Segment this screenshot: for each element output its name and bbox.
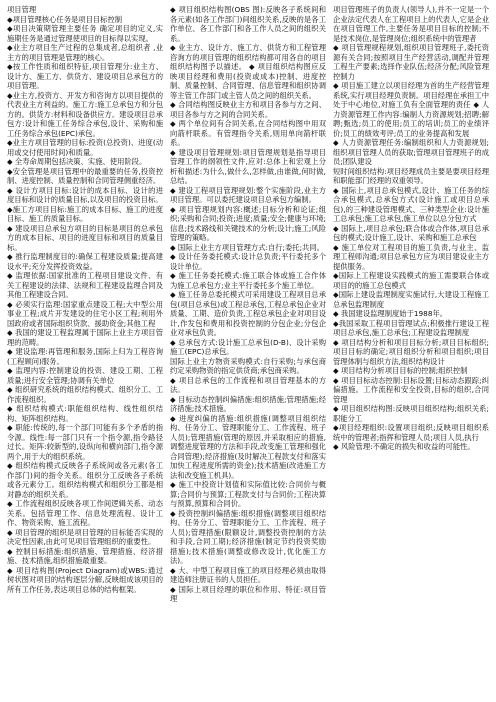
paragraph: ◆ 设计任务委托模式:设计总负责;平行委托多个设计单位。 [170, 252, 326, 271]
paragraph: ◆ 设计方项目目标:设计的成本目标、设计的进度目标和设计的质量目标,以及项目的投资目标。 [7, 185, 163, 204]
text-column-3 [333, 5, 489, 697]
paragraph: ◆ 项目组织结构图(OBS 图):反映各子系统间和各元素(如各工作部门)间组织关系,反映的是各工作单位、各工作部门和各工作人员之间的组织关系。 [170, 5, 326, 43]
paragraph: ◆ 施工任务总委托模式可采用建设工程项目总承包(项目总承包)或工程总承包,工程总承包企业对质量、工期、造价负责,工程总承包企业对项目设计,作发包和费用和投资控制的分包企业;分包企业对承包负责。 [170, 290, 326, 337]
paragraph: ◆ 大、中型工程项目施工的项目经理必须由取得建造师注册证书的人员担任。 [170, 565, 326, 584]
paragraph: ◆我国采取工程项目管理试点;积极推行建设工程项目总承包,施工总承包;工程建设监理制度 [333, 318, 489, 337]
paragraph: ◆ 我国建设监理制度始于1988年。 [333, 309, 448, 318]
paragraph: ◆ 我国的建设工程监理属于国际上业主方项目管理的范畴。 [7, 328, 163, 347]
paragraph: ◆ 风险管理:不确定的损失和收益的可能性。 [333, 442, 475, 451]
paragraph: ◆施工方项目目标:施工的成本目标、施工的进度目标、施工的质量目标。 [7, 204, 163, 223]
paragraph: ◆ 项目结构分析项目目标的控制;组织控制 [333, 366, 468, 375]
paragraph: ◆按工作性质和组织特征,项目管理分:业主方、设计方、施工方、供货方、建设项目总承包方的项目管理。 [7, 62, 163, 90]
paragraph: ◆ 建设项目管理规划:项目管理规划是指导项目管理工作的纲领性文件,应对:总体上和宏观上分析和描述:为什么,做什么,怎样做,由谁做,何时做,总结。 [170, 147, 326, 185]
paragraph: ◆ 合同结构图反映业主方和项目各参与方之间、项目各参与方之间的合同关系。 [170, 100, 326, 119]
paragraph: ◆ 项目目标动态控制:目标设置;目标动态跟踪;纠偏措施。工作流程和安全投资,目标的组织,合同管理 [333, 375, 489, 404]
paragraph: ◆ 人力资源管理任务:编制组织和人力资源规划;组织项目管理人员的获取;管理项目管理班子的成员;团队建设 [333, 138, 489, 166]
paragraph: ◆ 国际上项目经理的职位和作用、特征:项目管理 [170, 584, 326, 603]
paragraph: 项目管理班子的负责人(领导人),并不一定是一个企业法定代表人在工程项目上的代表人,它是企业在项目管理工作,主要任务是项目目标的控制;不是技术岗位,是管理岗位;组织系统中的管理者 [333, 5, 489, 43]
paragraph: ◆安全管理是项目管理中的最重要的任务,投资控制、进度控制、质量控制和合同管理侧重经济。 [7, 166, 163, 185]
text-column-2 [170, 5, 326, 697]
paragraph: ◆ 推行监理制度目的:确保工程建设质量;提高建设水平;充分发挥投资效益。 [7, 252, 163, 271]
paragraph: ◆ 全寿命周期包括决策、实施、使用阶段。 [7, 157, 147, 166]
paragraph: ◆ 项目组织结构图:反映项目组织结构;组织关系;职能分工 [333, 404, 489, 423]
paragraph: ◆ 投资控制纠偏措施:组织措施(调整项目组织结构、任务分工、管理职能分工、工作流程、班子人员);管理措施(限额设计,调整投资控制的方法和手段,合同工期);经济措施(制定节约投资奖励措施);技术措施(调整或修改设计,优化施工方法)。 [170, 508, 326, 565]
paragraph: ◆ 进度纠偏的措施:组织措施(调整项目组织结构、任务分工、管理职能分工、工作流程、班子人员);管理措施(管理的原因,并采取相应的措施,调整进度管理的方法和手段,改变施工管理和强化合同管理);经济措施(及时解决工程款支付和落实加快工程进度所需的资金);技术措施(改进施工方法和改变施工机具)。 [170, 413, 326, 480]
paragraph: ◆ 国际上,项目总承包模式,设计、施工任务的综合承包模式,总承包方式(设计施工或项目总承包),的三种建设管理模式、三种类型企业:设计施工总承包;施工总承包,施工单位以总分包方式 [333, 185, 489, 223]
paragraph: ◆ 总承包方式:设计施工总承包(D-B)、设计采购施工(EPC)总承包。 [170, 337, 326, 356]
paragraph: ◆ 项目施工建立以项目经理为首的生产经营管理系统,实行项目经理负责制。项目经理在承担工中处于中心地位,对施工负有全面管理的责任 ◆ 人力资源管理工作内容:编制人力资源规划;招聘;解聘;甄选;员工的使用;员工的培训;员工的业绩评价;员工的绩效考评;员工的业务提高和发展 [333, 81, 489, 138]
paragraph: ◆ 国际上业主方项目管理方式:自行;委托;共同。 [170, 242, 324, 252]
paragraph: ◆ 业主方、设计方、施工方、供货方和工程管理咨询方的项目管理的组织结构都可用各自的项目组织结构图予以描述。 ◆ 项目组织结构图应反映项目经理和费用(投资或成本)控制、进度控制、质量控制、合同管理、信息管理和组织协调等主管工作部门或主管人员之间的组织关系。 [170, 43, 326, 100]
paragraph: ◆ 国际上,项目总承包;联合体或合作体,项目总承包的模式;设计施工,设计、采购和施工总承包 [333, 223, 489, 242]
paragraph: ◆国际上建设监理制度实施试行,大建设工程施工总承包监理制度 [333, 290, 489, 309]
paragraph: ◆ 项目管理的组织是项目管理的目标能否实现的决定性因素,由此可见项目管理组织的重要性。 [7, 527, 163, 546]
paragraph: ◆业主方,投资方、开发方和咨询方以项目提供的代表业主方利益的。施工方:施工总承包方和分包方的。供货方:材料和设备供应方。建设项目总承包方:设计和施工任务综合承包,设计、采购和施工任务综合承包(EPC)承包。 [7, 90, 163, 138]
paragraph: ◆业主方项目管理的目标:投资(总投资)、进度(动用或交付使用时间)和质量。 [7, 138, 163, 157]
paragraph: ◆ 建设监理:再管理和服务,国际上归为工程咨询(工程顾问)服务。 [7, 347, 163, 366]
paragraph: ◆项目经理组织:设置项目组织;反映项目组织系统中的管理者;指挥和管理人员;项目人员,执行 [333, 423, 489, 442]
paragraph: 国际上业主方物资采购模式:自行采购;与承包商约定采购物资的指定供货商;承包商采购。 [170, 356, 326, 375]
text-column-1 [7, 5, 163, 697]
paragraph: ◆ 目标动态控制纠偏措施:组织措施;管理措施;经济措施;技术措施。 [170, 394, 326, 413]
paragraph: ◆ 组织结构模式反映各子系统间或各元素(各工作部门)间的指令关系。组织分工反映各子系统或各元素分工。组织结构模式和组织分工都是相对静态的组织关系。 [7, 461, 163, 499]
paragraph: ◆ 监理内容:控制建设的投资、建设工期、工程质量;进行安全管理;协调有关单位 [7, 366, 163, 385]
paragraph: ◆ 建设项目总承包方项目的目标是项目的总承包方的成本目标、项目的进度目标和项目的质量目标。 [7, 223, 163, 252]
paragraph: ◆ 项目管理规划内容:概述;目标分析和论证;组织;采购和合同;投资;进度;质量;安全;健康与环境;信息;技术路线和关键技术的分析;设计;施工;风险管理的策略。 [170, 204, 326, 242]
paragraph: 短时间组织结构:项目经理成员主要是要项目经理和职能部门经理的双重领导。 [333, 166, 489, 185]
paragraph: ◆业主方项目生产过程的总集成者,总组织者 ,业主方的项目管理是管理的核心。 [7, 43, 163, 62]
paragraph: ◆ 建设工程项目管理规划:整个实施阶段,业主方项目管理。可以委托建设项目总承包方编制。 [170, 185, 326, 204]
paragraph: ◆ 两个单位间有合同关系,在合同结构图中用双向箭杆联系。有管理指令关系,则用单向箭杆联系。 [170, 119, 326, 147]
paragraph: ◆ 组织研究系统的组织结构模式、组织分工、工作流程组织。 [7, 385, 163, 404]
paragraph: ◆ 项目管理规程规划,组织项目管理班子,委托资源有关合同;按照项目生产经营活动,调配并管理工程生产要素;选择作业队伍;经济分配;风险管理控制力 [333, 43, 489, 81]
paragraph: ◆ 控制目标措施:组织措施、管理措施、经济措施、技术措施,组织措施最重要。 [7, 546, 163, 565]
paragraph: ◆ 项目总承包的工作流程和项目管理基本的方法。 [170, 375, 326, 394]
paragraph: ◆ 项目结构图(Project Diagram)或WBS:通过树状图对项目的结构逐层分解,反映组成该项目的所有工作任务,表达项目总体的结构框架。 [7, 565, 163, 594]
paragraph: ◆ 职能:传统的,每一个部门可能有多个矛盾的指令源。线性:每一部门只有一个指令源,指令路径过长。矩阵:较新型的,设纵向和横向部门,指令源两个,用于大的组织系统。 [7, 423, 163, 461]
paragraph: ◆ 工作流程组织反映各项工作间逻辑关系、动态关系。包括管理工作、信息处理流程、设计工作、物资采购、施工流程。 [7, 499, 163, 527]
paragraph: ◆项目管理核心任务是项目目标控制 [7, 14, 123, 24]
paragraph: ◆ 施工中投资计划值和实际值比较:合同价与概算;合同价与预算;工程款支付与合同价;工程决算与预算,预算和合同价。 [170, 480, 326, 508]
paragraph: ◆ 必须实行监理:国家重点建设工程;大中型公用事业工程;成片开发建设的住宅小区工程;利用外国政府或者国际组织贷款、援助资金;其他工程 [7, 299, 163, 328]
paragraph: 项目管理 [7, 5, 37, 14]
paragraph: ◆项目决策期管理主要任务 确定项目的定义,实施期任务是通过管理使项目的目标得以实现。 [7, 24, 163, 43]
paragraph: ◆ 监理依据:国家批准的工程项目建设文件、有关工程建设的法律、法规和工程建设监理合同及其他工程建设合同。 [7, 271, 163, 299]
paragraph: ◆ 施工任务委托模式:施工联合体或施工合作体为施工总承包方;业主平行委托多个施工单位。 [170, 271, 326, 290]
paragraph: ◆ 项目结构分析和项目目标分析;项目目标组织;项目目标的确定;项目组织分析和项目组织;项目管理体制与组织方法,组织结构设计 [333, 337, 489, 366]
paragraph: ◆ 施工单位对工程项目的施工负责,与业主、监理工程师沟通;项目总承包方应为项目建设业主方提供服务。 [333, 242, 489, 271]
paragraph: ◆国际上工程建设实践模式的施工需要联合体或项目的的施工总包模式 [333, 271, 489, 290]
paragraph: ◆ 组织结构模式:职能组织结构、线性组织结构、矩阵组织结构。 [7, 404, 163, 423]
